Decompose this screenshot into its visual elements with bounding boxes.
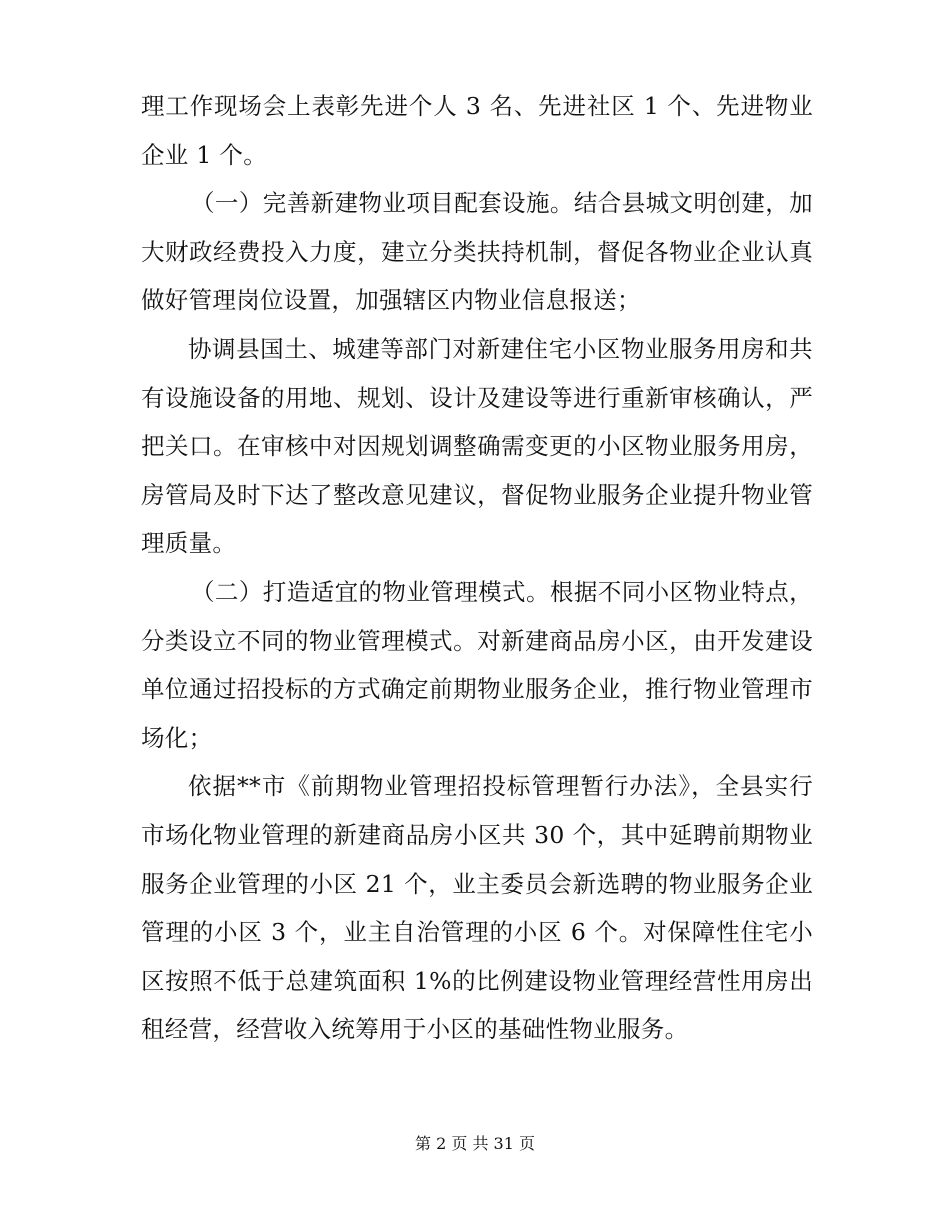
paragraph-continuation: 理工作现场会上表彰先进个人 3 名、先进社区 1 个、先进物业企业 1 个。	[141, 92, 813, 169]
page-number-footer: 第 2 页 共 31 页	[415, 1134, 535, 1153]
body-paragraph-tendering: 依据**市《前期物业管理招投标管理暂行办法》，全县实行市场化物业管理的新建商品房小区共 30 个，其中延聘前期物业服务企业管理的小区 21 个，业主委员会新选聘的物业服务企业管理的小区 3 个，业主自治管理的小区 6 个。对保障性住宅小区按照不低于总建筑面积 1%的比例建设物业管理经营性用房出租经营，经营收入统筹用于小区的基础性物业服务。	[141, 772, 813, 1044]
section-heading-paragraph-1: （一）完善新建物业项目配套设施。结合县城文明创建，加大财政经费投入力度，建立分类扶持机制，督促各物业企业认真做好管理岗位设置，加强辖区内物业信息报送；	[141, 189, 813, 315]
section-heading-paragraph-2: （二）打造适宜的物业管理模式。根据不同小区物业特点，分类设立不同的物业管理模式。对新建商品房小区，由开发建设单位通过招投标的方式确定前期物业服务企业，推行物业管理市场化；	[141, 577, 813, 752]
body-paragraph-coordination: 协调县国土、城建等部门对新建住宅小区物业服务用房和共有设施设备的用地、规划、设计及建设等进行重新审核确认，严把关口。在审核中对因规划调整确需变更的小区物业服务用房，房管局及时下达了整改意见建议，督促物业服务企业提升物业管理质量。	[141, 334, 813, 558]
document-body	[141, 82, 813, 1054]
